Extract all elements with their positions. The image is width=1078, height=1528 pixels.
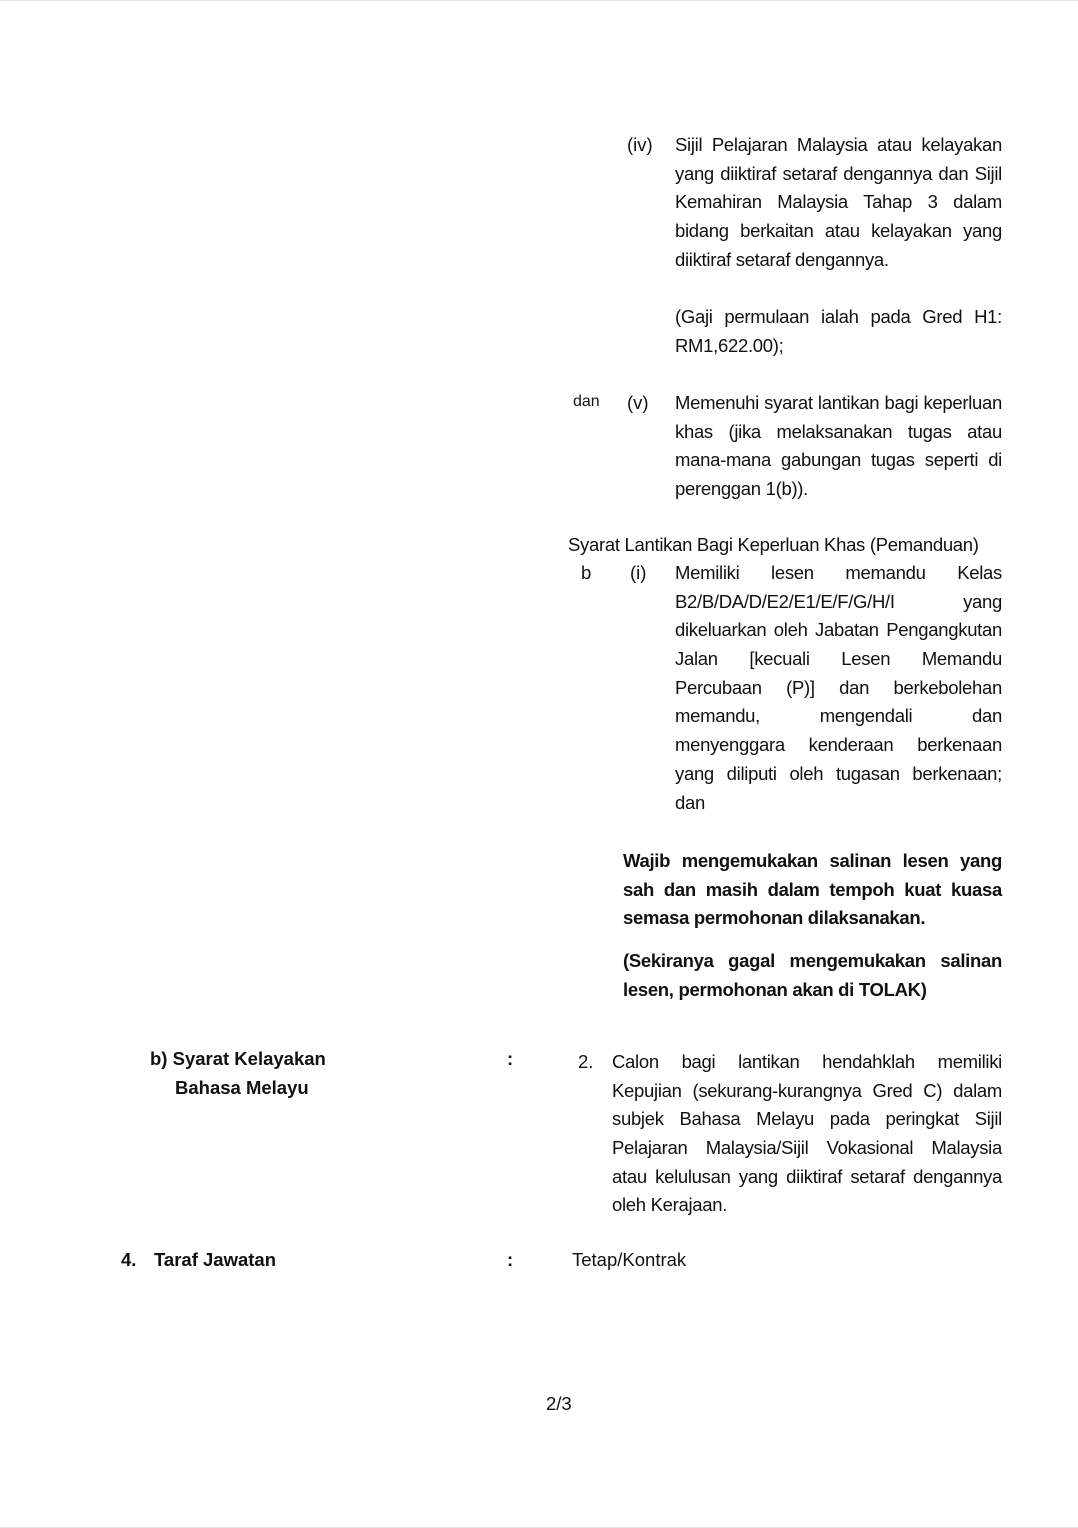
text-line: (Sekiranya gagal mengemukakan salinan: [623, 950, 1002, 971]
item-iv-text: [675, 131, 1002, 274]
section-4-label: Taraf Jawatan: [154, 1249, 277, 1270]
page-number: 2/3: [546, 1393, 572, 1414]
section-4-value: Tetap/Kontrak: [572, 1249, 687, 1270]
text-line: Kepujian (sekurang-kurangnya Gred C) dalam: [612, 1079, 1002, 1101]
page-top-edge: [0, 0, 1078, 1]
text-line: yang diiktiraf setaraf dengannya dan Sijil: [675, 162, 1002, 184]
text-line: RM1,622.00);: [675, 334, 784, 356]
text-line: Jalan [kecuali Lesen Memandu: [675, 648, 1002, 670]
special-requirement-marker: (i): [630, 562, 647, 583]
text-line: Memenuhi syarat lantikan bagi keperluan: [675, 392, 1002, 413]
text-line: atau kelulusan yang diiktiraf setaraf dengannya: [612, 1165, 1002, 1187]
text-line: perenggan 1(b)).: [675, 478, 809, 500]
text-line: menyenggara kenderaan berkenaan: [675, 734, 1002, 756]
section-b-number: 2.: [578, 1051, 594, 1072]
text-line: mana-mana gabungan tugas seperti di: [675, 449, 1002, 471]
text-line: diiktiraf setaraf dengannya.: [675, 248, 889, 270]
text-line: dan: [675, 791, 705, 813]
text-line: Wajib mengemukakan salinan lesen yang: [623, 850, 1002, 871]
section-b-label-line1: b) Syarat Kelayakan: [150, 1048, 326, 1069]
section-b-label-line2: Bahasa Melayu: [175, 1077, 309, 1098]
text-line: B2/B/DA/D/E2/E1/E/F/G/H/I yang: [675, 590, 1002, 612]
section-b-colon: :: [507, 1048, 514, 1069]
item-v-marker: (v): [627, 392, 649, 413]
text-line: oleh Kerajaan.: [612, 1194, 728, 1216]
text-line: lesen, permohonan akan di TOLAK): [623, 978, 927, 1000]
section-4-colon: :: [507, 1249, 514, 1270]
text-line: yang diliputi oleh tugasan berkenaan;: [675, 762, 1002, 784]
text-line: semasa permohonan dilaksanakan.: [623, 907, 926, 929]
item-v-connector: dan: [573, 393, 600, 410]
section-b-text: [612, 1048, 1002, 1220]
rejection-note: [623, 947, 1002, 1004]
text-line: Percubaan (P)] dan berkebolehan: [675, 676, 1002, 698]
text-line: subjek Bahasa Melayu pada peringkat Sijil: [612, 1108, 1002, 1130]
text-line: (Gaji permulaan ialah pada Gred H1:: [675, 306, 1002, 327]
mandatory-note: [623, 847, 1002, 933]
special-requirement-letter: b: [581, 562, 592, 583]
special-requirement-text: [675, 559, 1002, 817]
special-requirement-heading: Syarat Lantikan Bagi Keperluan Khas (Pemanduan): [568, 534, 979, 555]
section-4-number: 4.: [121, 1249, 137, 1270]
text-line: Memiliki lesen memandu Kelas: [675, 562, 1002, 583]
salary-note: [675, 303, 1002, 360]
text-line: Kemahiran Malaysia Tahap 3 dalam: [675, 191, 1002, 213]
text-line: Pelajaran Malaysia/Sijil Vokasional Malaysia: [612, 1137, 1002, 1159]
text-line: bidang berkaitan atau kelayakan yang: [675, 220, 1002, 242]
text-line: memandu, mengendali dan: [675, 705, 1002, 727]
text-line: dikeluarkan oleh Jabatan Pengangkutan: [675, 619, 1002, 641]
item-iv-marker: (iv): [627, 134, 653, 155]
text-line: sah dan masih dalam tempoh kuat kuasa: [623, 878, 1002, 900]
text-line: khas (jika melaksanakan tugas atau: [675, 420, 1002, 442]
text-line: Calon bagi lantikan hendahklah memiliki: [612, 1051, 1002, 1072]
text-line: Sijil Pelajaran Malaysia atau kelayakan: [675, 134, 1002, 155]
item-v-text: [675, 389, 1002, 504]
